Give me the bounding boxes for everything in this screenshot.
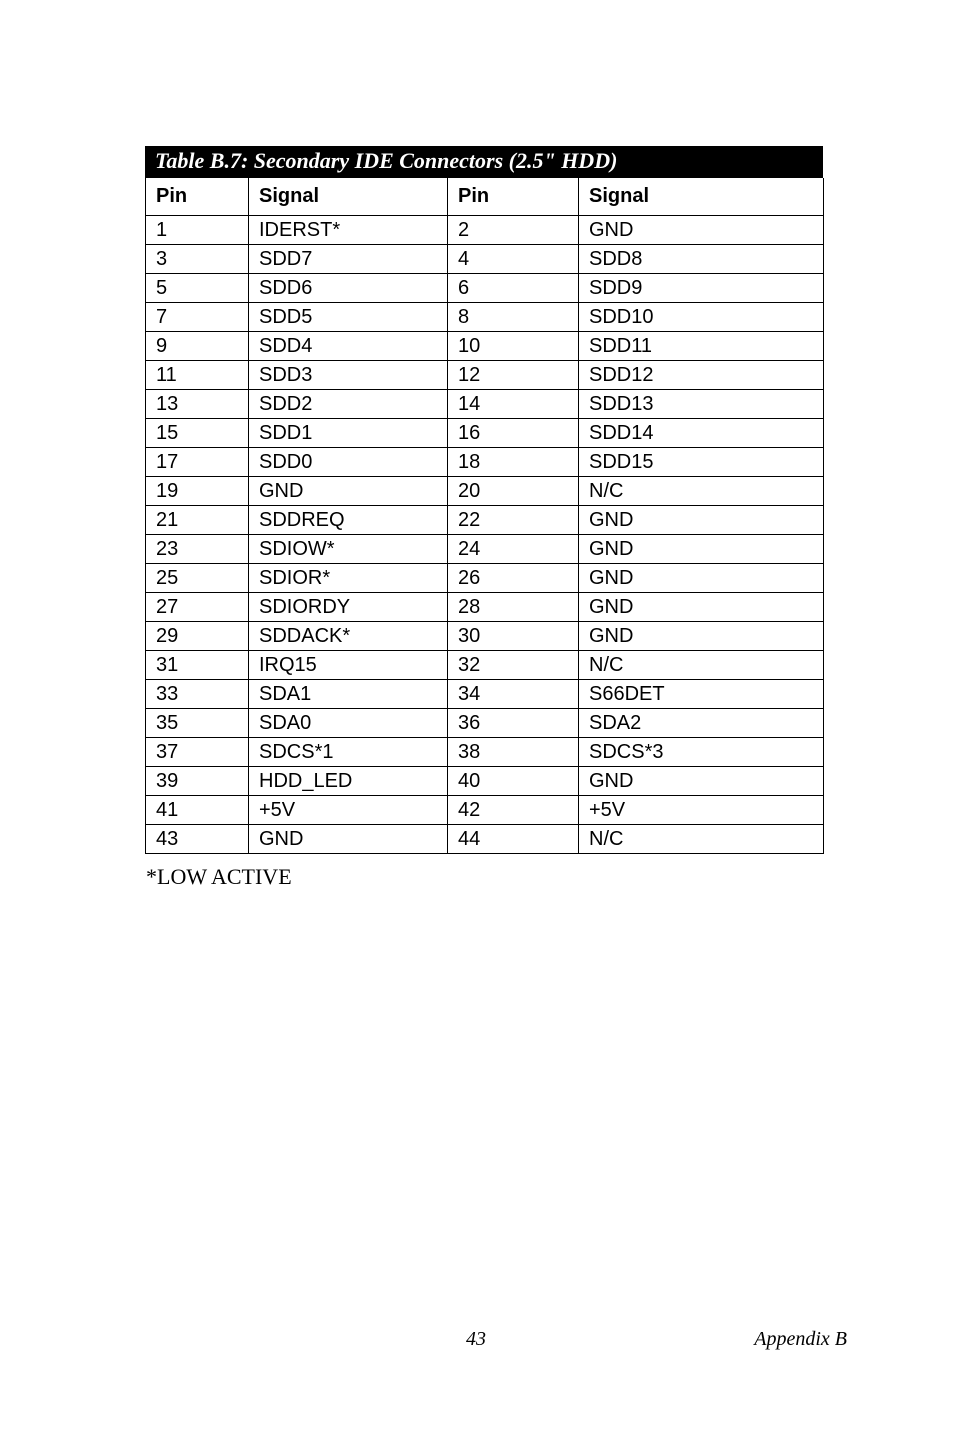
cell-pin: 12: [448, 361, 579, 390]
table-row: [146, 535, 824, 564]
cell-signal: N/C: [579, 651, 824, 680]
cell-pin: 10: [448, 332, 579, 361]
cell-signal: GND: [579, 767, 824, 796]
cell-pin: 22: [448, 506, 579, 535]
cell-signal: GND: [579, 593, 824, 622]
cell-signal: N/C: [579, 825, 824, 854]
cell-signal: GND: [579, 564, 824, 593]
table-row: [146, 651, 824, 680]
page-number: 43: [466, 1328, 486, 1350]
cell-signal: SDD14: [579, 419, 824, 448]
cell-pin: 8: [448, 303, 579, 332]
column-header-signal: Signal: [249, 178, 448, 216]
table-body: [146, 216, 824, 854]
pinout-table: [145, 178, 824, 854]
cell-pin: 29: [146, 622, 249, 651]
cell-pin: 20: [448, 477, 579, 506]
table-row: [146, 767, 824, 796]
cell-pin: 11: [146, 361, 249, 390]
cell-signal: SDIOW*: [249, 535, 448, 564]
cell-signal: SDDACK*: [249, 622, 448, 651]
cell-signal: SDD3: [249, 361, 448, 390]
cell-pin: 39: [146, 767, 249, 796]
cell-signal: SDD10: [579, 303, 824, 332]
cell-pin: 13: [146, 390, 249, 419]
column-header-pin: Pin: [146, 178, 249, 216]
cell-pin: 27: [146, 593, 249, 622]
cell-pin: 4: [448, 245, 579, 274]
cell-pin: 2: [448, 216, 579, 245]
cell-pin: 15: [146, 419, 249, 448]
cell-pin: 40: [448, 767, 579, 796]
cell-pin: 38: [448, 738, 579, 767]
cell-pin: 18: [448, 448, 579, 477]
cell-signal: SDD1: [249, 419, 448, 448]
cell-pin: 36: [448, 709, 579, 738]
table-row: [146, 390, 824, 419]
cell-signal: SDD7: [249, 245, 448, 274]
cell-signal: HDD_LED: [249, 767, 448, 796]
cell-signal: SDD6: [249, 274, 448, 303]
cell-pin: 30: [448, 622, 579, 651]
cell-signal: IDERST*: [249, 216, 448, 245]
cell-pin: 33: [146, 680, 249, 709]
cell-signal: GND: [579, 216, 824, 245]
cell-signal: SDA1: [249, 680, 448, 709]
cell-signal: GND: [579, 506, 824, 535]
cell-signal: SDIOR*: [249, 564, 448, 593]
cell-signal: GND: [249, 477, 448, 506]
cell-signal: S66DET: [579, 680, 824, 709]
table-header-row: [146, 178, 824, 216]
table-row: [146, 709, 824, 738]
cell-pin: 26: [448, 564, 579, 593]
cell-pin: 23: [146, 535, 249, 564]
footnote: *LOW ACTIVE: [146, 864, 292, 889]
table-row: [146, 680, 824, 709]
running-footer: Appendix B: [754, 1328, 847, 1350]
table-caption: Table B.7: Secondary IDE Connectors (2.5" HDD): [145, 146, 823, 178]
cell-pin: 37: [146, 738, 249, 767]
table-row: [146, 593, 824, 622]
table-row: [146, 506, 824, 535]
cell-pin: 34: [448, 680, 579, 709]
table-row: [146, 419, 824, 448]
table-row: [146, 332, 824, 361]
cell-signal: +5V: [579, 796, 824, 825]
cell-signal: SDCS*3: [579, 738, 824, 767]
pinout-table-block: [145, 146, 823, 854]
cell-signal: SDDREQ: [249, 506, 448, 535]
cell-signal: SDD9: [579, 274, 824, 303]
cell-pin: 42: [448, 796, 579, 825]
table-row: [146, 216, 824, 245]
cell-pin: 21: [146, 506, 249, 535]
cell-signal: IRQ15: [249, 651, 448, 680]
table-row: [146, 825, 824, 854]
cell-pin: 32: [448, 651, 579, 680]
cell-signal: SDD15: [579, 448, 824, 477]
cell-pin: 24: [448, 535, 579, 564]
cell-pin: 14: [448, 390, 579, 419]
cell-signal: SDD11: [579, 332, 824, 361]
cell-pin: 16: [448, 419, 579, 448]
cell-pin: 6: [448, 274, 579, 303]
cell-signal: GND: [249, 825, 448, 854]
cell-pin: 7: [146, 303, 249, 332]
cell-signal: SDD0: [249, 448, 448, 477]
cell-signal: SDD2: [249, 390, 448, 419]
table-row: [146, 274, 824, 303]
cell-signal: N/C: [579, 477, 824, 506]
cell-signal: SDD12: [579, 361, 824, 390]
cell-signal: SDD13: [579, 390, 824, 419]
table-row: [146, 477, 824, 506]
cell-pin: 19: [146, 477, 249, 506]
cell-pin: 25: [146, 564, 249, 593]
table-row: [146, 361, 824, 390]
table-row: [146, 738, 824, 767]
column-header-signal: Signal: [579, 178, 824, 216]
cell-pin: 28: [448, 593, 579, 622]
table-row: [146, 796, 824, 825]
cell-signal: SDIORDY: [249, 593, 448, 622]
cell-signal: SDCS*1: [249, 738, 448, 767]
cell-pin: 43: [146, 825, 249, 854]
table-row: [146, 448, 824, 477]
cell-pin: 41: [146, 796, 249, 825]
cell-pin: 3: [146, 245, 249, 274]
cell-signal: +5V: [249, 796, 448, 825]
table-row: [146, 245, 824, 274]
cell-pin: 31: [146, 651, 249, 680]
cell-signal: SDD8: [579, 245, 824, 274]
column-header-pin: Pin: [448, 178, 579, 216]
table-row: [146, 303, 824, 332]
table-row: [146, 622, 824, 651]
cell-pin: 44: [448, 825, 579, 854]
cell-signal: SDD5: [249, 303, 448, 332]
cell-pin: 17: [146, 448, 249, 477]
cell-pin: 1: [146, 216, 249, 245]
cell-signal: SDD4: [249, 332, 448, 361]
cell-signal: GND: [579, 535, 824, 564]
table-row: [146, 564, 824, 593]
cell-pin: 9: [146, 332, 249, 361]
cell-signal: SDA0: [249, 709, 448, 738]
cell-pin: 35: [146, 709, 249, 738]
cell-signal: SDA2: [579, 709, 824, 738]
cell-signal: GND: [579, 622, 824, 651]
cell-pin: 5: [146, 274, 249, 303]
